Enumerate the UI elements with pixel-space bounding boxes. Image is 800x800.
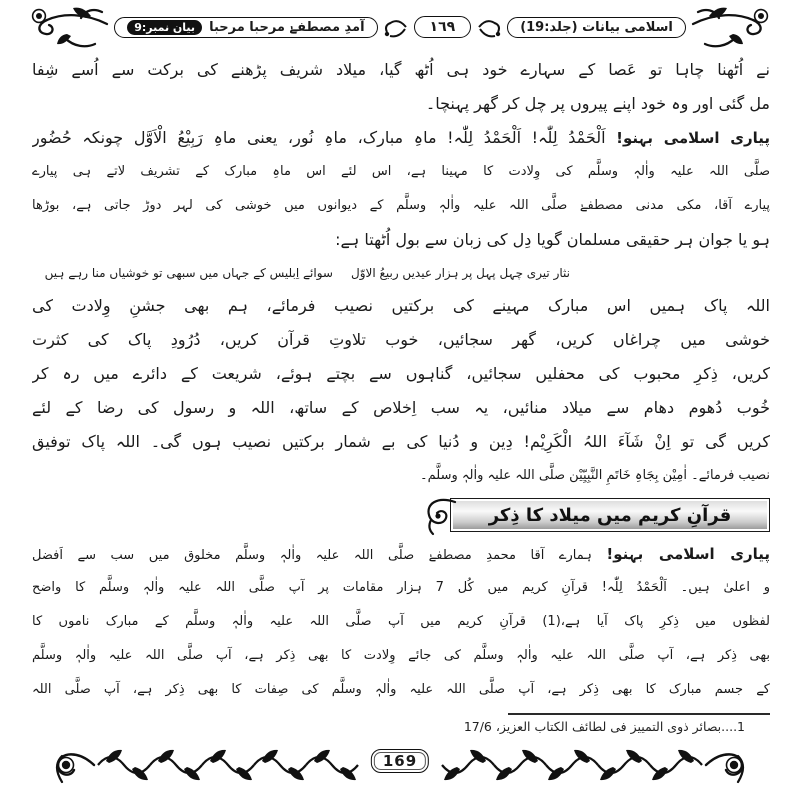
text-line bbox=[32, 537, 770, 571]
text-line: کریں گی تو اِنْ شَآءَ اللہُ الْکَرِیْم! دِین و دُنیا کی بے شمار برکتیں نصیب ہوں گی۔ اللہ پاک توفیق bbox=[32, 432, 770, 451]
text-line: مل گئی اور وہ خود اپنے پیروں پر چل کر گھر پہنچا۔ bbox=[425, 94, 770, 113]
page-number-urdu: ١٦٩ bbox=[429, 19, 456, 35]
text-line: اللہ پاک ہمیں اس مبارک مہینے کی برکتیں نصیب فرمائے، ہم بھی جشنِ وِلادت کی bbox=[32, 296, 770, 315]
footer-page-number: 169 bbox=[371, 749, 429, 773]
text-line bbox=[32, 121, 770, 155]
text-line: بھی ذِکر ہے، آپ صلَّی اللہ علیہ واٰلہٖ وسلَّم کی جائے وِلادت کا بھی ذِکر ہے، آپ صلَّی اللہ علیہ واٰلہٖ وسلَّم bbox=[32, 648, 770, 663]
footnote-text: 1....بصائر ذوی التمییز فی لطائف الکتاب العزیز، 17/6 bbox=[463, 719, 745, 734]
section-heading-row bbox=[0, 493, 800, 537]
bayan-title: آمدِ مصطفےٰ مرحبا مرحبا bbox=[209, 19, 365, 35]
footnote-divider bbox=[508, 713, 770, 715]
text-line: خوشی میں چراغاں کریں، گھر سجائیں، خوب تلاوتِ قرآن کریں، دُرُودِ پاک کی کثرت bbox=[32, 330, 770, 349]
paragraph-lead: پیاری اسلامی بہنو! bbox=[606, 545, 770, 563]
text-line: لفظوں میں ذِکرِ پاک آیا ہے،(1) قرآنِ کریم میں آپ صلَّی اللہ علیہ واٰلہٖ وسلَّم کے مبارک ناموں کا bbox=[32, 614, 770, 629]
text-line: کے جسم مبارک کا بھی ذِکر ہے، آپ صلَّی اللہ علیہ واٰلہٖ وسلَّم کی صِفات کا بھی ذِکر ہے، آپ صلَّی اللہ bbox=[32, 682, 770, 697]
series-title: اسلامی بیانات (جلد:19) bbox=[520, 19, 673, 35]
scroll-ornament-icon bbox=[423, 494, 457, 536]
series-title-badge bbox=[507, 17, 686, 38]
page-footer bbox=[0, 742, 800, 788]
text-line: نصیب فرمائے۔ اٰمِیْن بِجَاہِ خَاتَمِ النَّبِیِّیْن صلَّی اللہ علیہ واٰلہٖ وسلَّم۔ bbox=[420, 468, 770, 483]
curl-ornament-icon bbox=[383, 14, 409, 40]
bayan-number-pill: بیان نمبر:9 bbox=[127, 20, 202, 35]
curl-ornament-icon bbox=[476, 14, 502, 40]
floral-flourish-icon bbox=[29, 4, 109, 50]
page-header bbox=[0, 0, 800, 47]
section-heading-banner bbox=[450, 498, 770, 532]
bayan-title-badge bbox=[114, 17, 377, 38]
page-body bbox=[0, 53, 800, 493]
text-line: و اعلیٰ ہیں۔ اَلْحَمْدُ لِلّٰہ! قرآنِ کریم میں کُل 7 ہزار مقامات پر آپ صلَّی اللہ علیہ واٰلہٖ وسلَّم کا واضح bbox=[32, 580, 770, 595]
floral-flourish-icon bbox=[691, 4, 771, 50]
paragraph-lead: پیاری اسلامی بہنو! bbox=[616, 129, 770, 147]
text-line: کریں، ذِکرِ محبوب کی محفلیں سجائیں، گناہوں سے بچتے ہوئے، شریعت کے دائرے میں رہ کر bbox=[32, 364, 770, 383]
text-span: اَلْحَمْدُ لِلّٰہ! اَلْحَمْدُ لِلّٰہ! ماہِ مبارک، ماہِ نُور، یعنی ماہِ رَبِیْعُ الْاَوَّل چونکہ حُضُور bbox=[32, 128, 606, 147]
text-line: خُوب دُھوم دھام سے میلاد منائیں، یہ سب اِخلاص کے ساتھ، اللہ و رسول کی رضا کے لئے bbox=[32, 398, 770, 417]
page-body-continued bbox=[0, 537, 800, 707]
couplet-second-hemistich: سوائے اِبلیس کے جہاں میں سبھی تو خوشیاں منا رہے ہیں bbox=[44, 266, 333, 280]
section-heading-text: قرآنِ کریم میں میلاد کا ذِکر bbox=[488, 504, 732, 526]
page-number-badge bbox=[414, 16, 472, 38]
couplet-first-hemistich: نثار تیری چہل پہل پر ہزار عیدیں ربیعُ الاوّل bbox=[350, 266, 570, 280]
text-line: ہو یا جوان ہر حقیقی مسلمان گویا دِل کی زبان سے بول اُٹھتا ہے: bbox=[335, 230, 770, 249]
text-line: نے اُٹھنا چاہا تو عَصا کے سہارے خود ہی اُٹھ گیا، میلاد شریف پڑھنے کی برکت سے اُسے شِفا bbox=[32, 60, 770, 79]
text-line: پیارے آقا، مکی مدنی مصطفےٰ صلَّی اللہ علیہ واٰلہٖ وسلَّم کے دیوانوں میں خوشی کی لہر دوڑ جاتی ہے، بوڑھا bbox=[32, 198, 770, 213]
poetry-couplet bbox=[32, 257, 770, 289]
text-span: ہمارے آقا محمدِ مصطفےٰ صلَّی اللہ علیہ واٰلہٖ وسلَّم مخلوق میں سب سے اَفضل bbox=[32, 548, 592, 563]
text-line: صلَّی اللہ علیہ واٰلہٖ وسلَّم کی وِلادت کا مہینا ہے، اس لئے اس ماہِ مبارک کے تشریف لاتے ہی پیارے bbox=[32, 164, 770, 179]
